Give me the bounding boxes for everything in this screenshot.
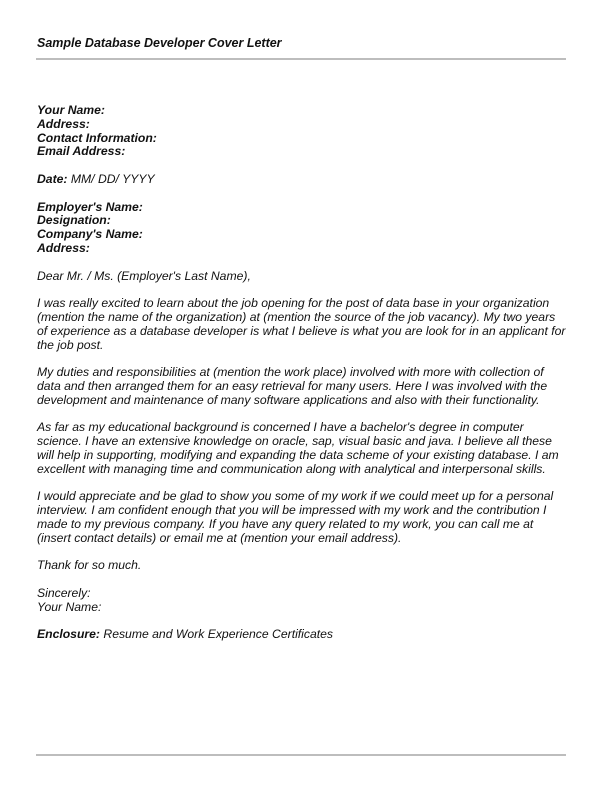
paragraph-line: As far as my educational background is concerned I have a bachelor's degree in computer <box>37 420 524 435</box>
recipient-block <box>37 201 567 256</box>
paragraph-line: made to my previous company. If you have any query related to my work, you can call me at <box>37 516 534 531</box>
top-divider <box>36 58 566 60</box>
bottom-divider <box>36 754 566 756</box>
paragraph-line: interview. I am confident enough that you will be impressed with my work and the contribution I <box>37 503 547 518</box>
paragraph-intro <box>37 297 567 352</box>
salutation: Dear Mr. / Ms. (Employer's Last Name), <box>37 268 251 283</box>
date-value: MM/ DD/ YYYY <box>67 171 155 186</box>
company-name-label: Company's Name: <box>37 227 143 242</box>
enclosure-value: Resume and Work Experience Certificates <box>100 627 334 642</box>
paragraph-line: My duties and responsibilities at (mention the work place) involved with more with collection of <box>37 365 544 380</box>
thanks-line: Thank for so much. <box>37 558 142 573</box>
signoff-block <box>37 587 567 615</box>
closing: Sincerely: <box>37 585 91 600</box>
date-line <box>37 173 567 187</box>
enclosure-label: Enclosure: <box>37 627 100 642</box>
paragraph-duties <box>37 366 567 407</box>
paragraph-line: will help in supporting, modifying and expanding the data scheme of your existing database. I am <box>37 447 559 462</box>
paragraph-closing <box>37 490 567 545</box>
paragraph-line: the job post. <box>37 337 104 352</box>
sender-contact-label: Contact Information: <box>37 130 157 145</box>
paragraph-line: I would appreciate and be glad to show you some of my work if we could meet up for a personal <box>37 489 554 504</box>
paragraph-line: excellent with managing time and communication along with analytical and interpersonal skills. <box>37 461 546 476</box>
signature: Your Name: <box>37 599 102 614</box>
paragraph-line: (insert contact details) or email me at (mention your email address). <box>37 530 402 545</box>
sender-name-label: Your Name: <box>37 103 105 117</box>
paragraph-line: (mention the name of the organization) at (mention the source of the job vacancy). My two years <box>37 309 556 324</box>
paragraph-education <box>37 421 567 476</box>
enclosure-line <box>37 628 567 642</box>
paragraph-line: of experience as a database developer is what I believe is what you are look for in an applicant for <box>37 323 566 338</box>
letter-body <box>37 104 567 656</box>
date-label: Date: <box>37 171 68 186</box>
employer-name-label: Employer's Name: <box>37 199 143 214</box>
paragraph-line: I was really excited to learn about the job opening for the post of data base in your organization <box>37 296 550 311</box>
sender-block <box>37 104 567 159</box>
paragraph-line: science. I have an extensive knowledge on oracle, sap, visual basic and java. I believe all these <box>37 434 552 449</box>
document-title: Sample Database Developer Cover Letter <box>37 36 282 50</box>
paragraph-line: development and maintenance of many software applications and also with their functionality. <box>37 392 540 407</box>
recipient-address-label: Address: <box>37 240 90 255</box>
designation-label: Designation: <box>37 213 111 228</box>
paragraph-line: data and then arranged them for an easy retrieval for many users. Here I was involved with the <box>37 378 548 393</box>
sender-email-label: Email Address: <box>37 144 126 159</box>
sender-address-label: Address: <box>37 116 90 131</box>
